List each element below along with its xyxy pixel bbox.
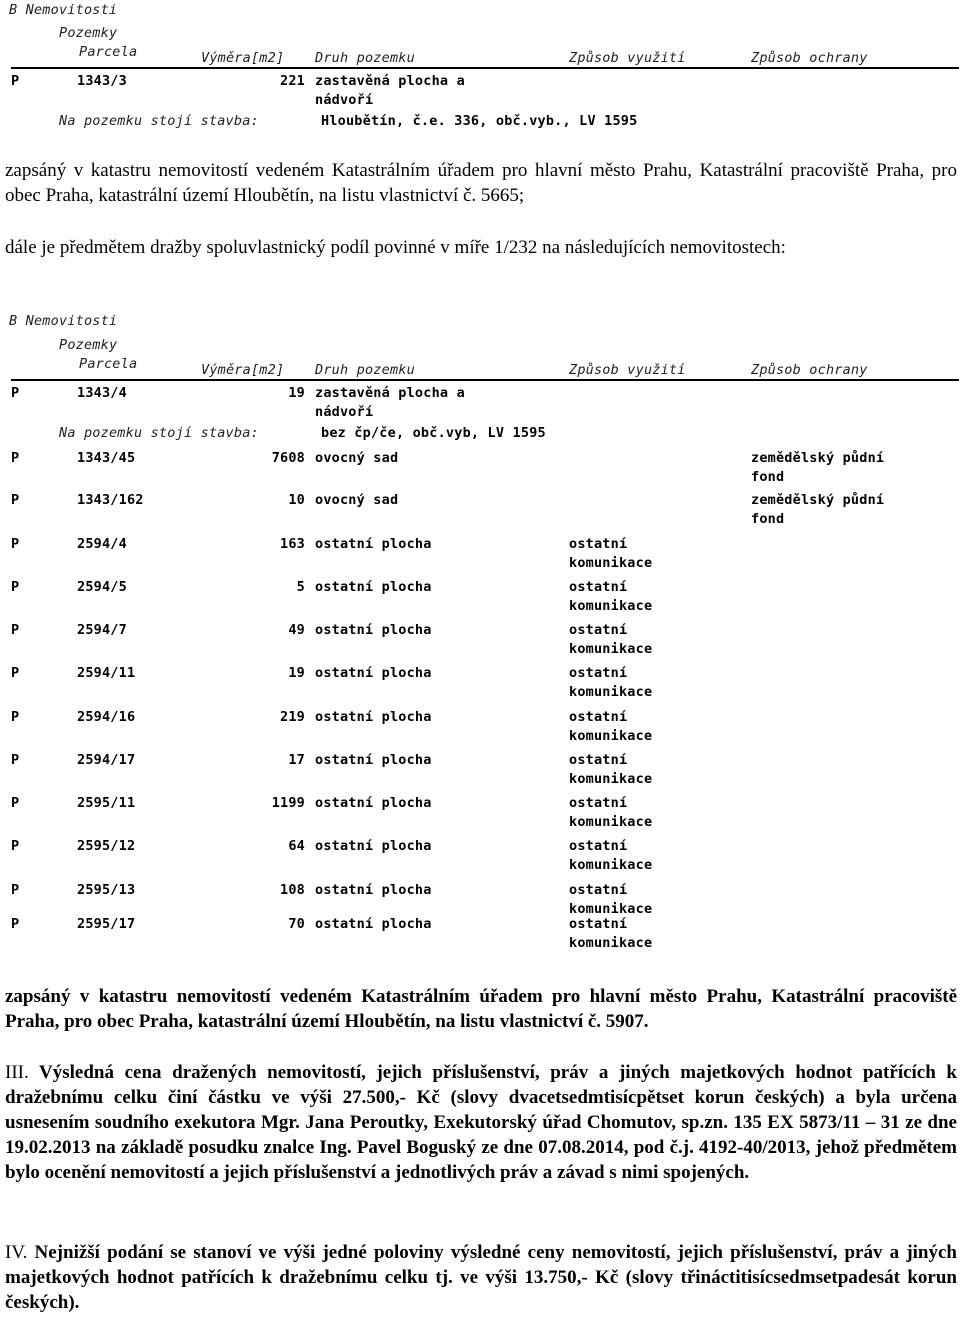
row-parcela: 2594/4 [77, 536, 127, 552]
sub-label-pozemky: Pozemky [59, 25, 118, 41]
stavba-value: Hloubětín, č.e. 336, obč.vyb., LV 1595 [321, 113, 638, 129]
row-p: P [11, 795, 20, 811]
row-druh: zastavěná plocha a [315, 385, 465, 401]
row-vyuziti: ostatní [569, 665, 628, 681]
header-rule [11, 67, 959, 69]
row-vyuziti: ostatní [569, 916, 628, 932]
row-vyuziti-2: komunikace [569, 771, 653, 787]
row-vyuziti-2: komunikace [569, 641, 653, 657]
stavba-label: Na pozemku stojí stavba: [59, 425, 259, 441]
row-parcela: 2595/13 [77, 882, 136, 898]
row-vyuziti: ostatní [569, 795, 628, 811]
row-vyuziti-2: komunikace [569, 555, 653, 571]
row-vymera: 19 [288, 385, 305, 401]
header-rule [11, 379, 959, 381]
row-p: P [11, 622, 20, 638]
row-p: P [11, 73, 20, 89]
row-druh: ostatní plocha [315, 916, 432, 932]
row-vymera: 7608 [271, 450, 305, 466]
row-parcela: 2594/17 [77, 752, 136, 768]
row-parcela: 2595/12 [77, 838, 136, 854]
row-druh: ostatní plocha [315, 882, 432, 898]
row-druh: ostatní plocha [315, 709, 432, 725]
row-vymera: 5 [296, 579, 305, 595]
row-druh: ovocný sad [315, 492, 399, 508]
row-p: P [11, 492, 20, 508]
row-vymera: 10 [288, 492, 305, 508]
row-vyuziti: ostatní [569, 622, 628, 638]
row-druh: zastavěná plocha a [315, 73, 465, 89]
section-label: B Nemovitosti [9, 2, 118, 18]
col-zpusob-ochrany: Způsob ochrany [751, 50, 868, 66]
row-p: P [11, 536, 20, 552]
row-p: P [11, 450, 20, 466]
row-vyuziti: ostatní [569, 752, 628, 768]
row-parcela: 2594/5 [77, 579, 127, 595]
row-p: P [11, 385, 20, 401]
row-vymera: 64 [288, 838, 305, 854]
sub-label-parcela: Parcela [79, 44, 138, 60]
row-vyuziti: ostatní [569, 579, 628, 595]
row-druh: ostatní plocha [315, 579, 432, 595]
row-druh: ostatní plocha [315, 665, 432, 681]
row-vyuziti-2: komunikace [569, 728, 653, 744]
paragraph-number: IV. [5, 1242, 28, 1263]
row-parcela: 2594/7 [77, 622, 127, 638]
row-vyuziti-2: komunikace [569, 935, 653, 951]
col-vymera: Výměra[m2] [201, 50, 285, 66]
paragraph-text: Nejnižší podání se stanoví ve výši jedné poloviny výsledné ceny nemovitostí, jejich příslušenství, práv a jiných majetkových hodnot patřících k dražebnímu celku tj. ve výši 13.750,- Kč (slovy třináctitisícsedmsetpadesát korun českých). [5, 1242, 958, 1313]
row-parcela: 1343/162 [77, 492, 144, 508]
col-zpusob-vyuziti: Způsob využití [569, 362, 686, 378]
row-p: P [11, 752, 20, 768]
row-p: P [11, 665, 20, 681]
paragraph-iii-vysledna-cena [5, 1060, 957, 1185]
row-p: P [11, 838, 20, 854]
row-vymera: 1199 [271, 795, 305, 811]
row-druh-2: nádvoří [315, 404, 374, 420]
col-druh: Druh pozemku [315, 362, 415, 378]
row-vyuziti: ostatní [569, 536, 628, 552]
row-vyuziti-2: komunikace [569, 857, 653, 873]
row-vyuziti-2: komunikace [569, 901, 653, 917]
row-druh: ostatní plocha [315, 838, 432, 854]
row-vymera: 163 [280, 536, 305, 552]
section-label: B Nemovitosti [9, 313, 118, 329]
row-parcela: 1343/45 [77, 450, 136, 466]
row-vyuziti: ostatní [569, 709, 628, 725]
col-zpusob-ochrany: Způsob ochrany [751, 362, 868, 378]
row-p: P [11, 916, 20, 932]
row-vymera: 219 [280, 709, 305, 725]
row-vyuziti: ostatní [569, 838, 628, 854]
row-vymera: 108 [280, 882, 305, 898]
row-druh: ostatní plocha [315, 752, 432, 768]
extract-snapshot-1 [3, 0, 955, 135]
row-vymera: 49 [288, 622, 305, 638]
row-p: P [11, 882, 20, 898]
col-vymera: Výměra[m2] [201, 362, 285, 378]
row-vymera: 19 [288, 665, 305, 681]
row-vymera: 70 [288, 916, 305, 932]
row-ochrana-2: fond [751, 469, 785, 485]
sub-label-parcela: Parcela [79, 356, 138, 372]
paragraph-iv-nejnizsi-podani [5, 1240, 957, 1315]
row-parcela: 2595/17 [77, 916, 136, 932]
row-parcela: 1343/4 [77, 385, 127, 401]
paragraph-spoluvlastnicky-podil: dále je předmětem dražby spoluvlastnický podíl povinné v míře 1/232 na následujících nemovitostech: [5, 237, 786, 258]
sub-label-pozemky: Pozemky [59, 337, 118, 353]
paragraph-lv-5907: zapsáný v katastru nemovitostí vedeném Katastrálním úřadem pro hlavní město Prahu, Katastrální pracoviště Praha, pro obec Praha, katastrální území Hloubětín, na listu vlastnictví č. 5907. [5, 986, 957, 1032]
row-vymera: 17 [288, 752, 305, 768]
paragraph-number: III. [5, 1062, 29, 1083]
row-druh: ostatní plocha [315, 795, 432, 811]
row-parcela: 2594/16 [77, 709, 136, 725]
row-druh: ostatní plocha [315, 622, 432, 638]
row-vymera: 221 [280, 73, 305, 89]
row-vyuziti-2: komunikace [569, 598, 653, 614]
row-druh-2: nádvoří [315, 92, 374, 108]
row-ochrana-2: fond [751, 511, 785, 527]
row-p: P [11, 709, 20, 725]
row-ochrana: zemědělský půdní [751, 450, 885, 466]
stavba-value: bez čp/če, obč.vyb, LV 1595 [321, 425, 546, 441]
row-p: P [11, 579, 20, 595]
stavba-label: Na pozemku stojí stavba: [59, 113, 259, 129]
row-parcela: 1343/3 [77, 73, 127, 89]
row-vyuziti: ostatní [569, 882, 628, 898]
row-vyuziti-2: komunikace [569, 814, 653, 830]
row-parcela: 2595/11 [77, 795, 136, 811]
row-vyuziti-2: komunikace [569, 684, 653, 700]
row-ochrana: zemědělský půdní [751, 492, 885, 508]
row-druh: ostatní plocha [315, 536, 432, 552]
extract-snapshot-2 [3, 310, 955, 960]
col-zpusob-vyuziti: Způsob využití [569, 50, 686, 66]
row-druh: ovocný sad [315, 450, 399, 466]
col-druh: Druh pozemku [315, 50, 415, 66]
paragraph-text: Výsledná cena dražených nemovitostí, jejich příslušenství, práv a jiných majetkových hodnot patřících k dražebnímu celku činí částku ve výši 27.500,- Kč (slovy dvacetsedmtisícpětset korun českých) a byla určena usnesením soudního exekutora Mgr. Jana Peroutky, Exekutorský úřad Chomutov, sp.zn. 135 EX 5873/11 – 31 ze dne 19.02.2013 na základě posudku znalce Ing. Pavel Boguský ze dne 07.08.2014, pod č.j. 4192-40/2013, jehož předmětem bylo ocenění nemovitostí a jejich příslušenství a jednotlivých práv a závad s nimi spojených. [5, 1062, 957, 1183]
row-parcela: 2594/11 [77, 665, 136, 681]
paragraph-lv-5665: zapsáný v katastru nemovitostí vedeném Katastrálním úřadem pro hlavní město Prahu, Katastrální pracoviště Praha, pro obec Praha, katastrální území Hloubětín, na listu vlastnictví č. 5665; [5, 160, 957, 206]
